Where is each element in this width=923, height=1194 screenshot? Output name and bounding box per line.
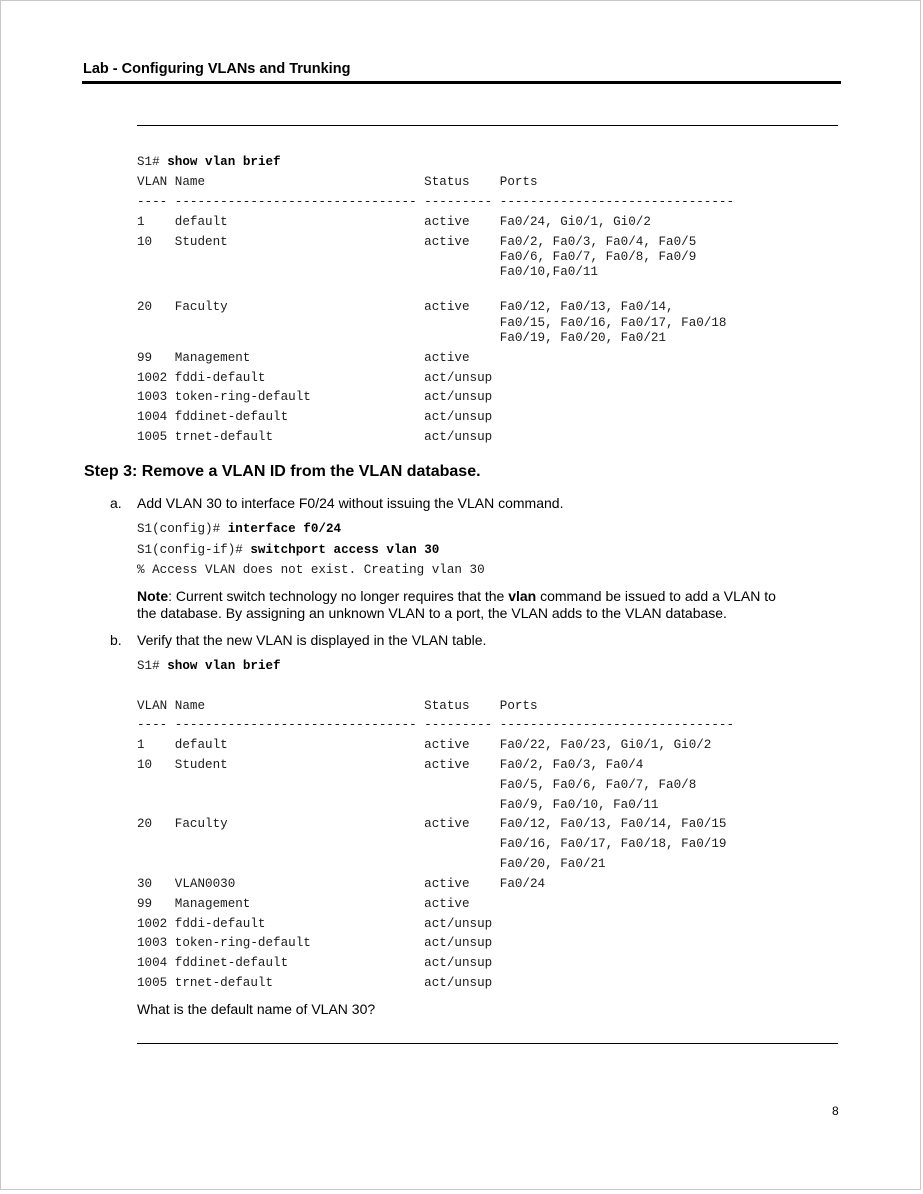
vlan-table-row: 1 default active Fa0/24, Gi0/1, Gi0/2 xyxy=(137,215,651,229)
vlan-table-row: 1003 token-ring-default act/unsup xyxy=(137,936,493,950)
vlan-table-row: 10 Student active Fa0/2, Fa0/3, Fa0/4 xyxy=(137,758,644,772)
list-marker: a. xyxy=(110,495,122,511)
vlan-table-row: 1003 token-ring-default act/unsup xyxy=(137,390,493,404)
cli-command-line: S1(config-if)# switchport access vlan 30 xyxy=(137,543,440,557)
instruction-text: Add VLAN 30 to interface F0/24 without issuing the VLAN command. xyxy=(137,495,564,511)
vlan-table-divider: ---- -------------------------------- --------- ------------------------------- xyxy=(137,718,735,732)
vlan-table-row: Fa0/9, Fa0/10, Fa0/11 xyxy=(137,798,659,812)
vlan-table-row: 1004 fddinet-default act/unsup xyxy=(137,956,493,970)
answer-line xyxy=(137,125,838,126)
step-heading: Step 3: Remove a VLAN ID from the VLAN database. xyxy=(84,463,481,480)
vlan-table-row: Fa0/6, Fa0/7, Fa0/8, Fa0/9 xyxy=(137,250,697,264)
vlan-table-row: 99 Management active xyxy=(137,351,470,365)
header-rule xyxy=(82,81,841,84)
cli-output: % Access VLAN does not exist. Creating vlan 30 xyxy=(137,563,485,577)
vlan-table-row: Fa0/10,Fa0/11 xyxy=(137,265,599,279)
vlan-table-row: 1002 fddi-default act/unsup xyxy=(137,371,493,385)
cli-command-line: S1(config)# interface f0/24 xyxy=(137,522,342,536)
vlan-table-row: Fa0/16, Fa0/17, Fa0/18, Fa0/19 xyxy=(137,837,727,851)
note-paragraph-line2: the database. By assigning an unknown VLAN to a port, the VLAN adds to the VLAN database. xyxy=(137,605,727,621)
vlan-table-row: 1004 fddinet-default act/unsup xyxy=(137,410,493,424)
vlan-table-header: VLAN Name Status Ports xyxy=(137,175,538,189)
vlan-table-row: 20 Faculty active Fa0/12, Fa0/13, Fa0/14, xyxy=(137,300,674,314)
instruction-text: Verify that the new VLAN is displayed in the VLAN table. xyxy=(137,632,487,648)
vlan-table-row: Fa0/20, Fa0/21 xyxy=(137,857,606,871)
vlan-table-row: Fa0/19, Fa0/20, Fa0/21 xyxy=(137,331,667,345)
note-paragraph: Note: Current switch technology no longer requires that the vlan command be issued to add a VLAN to xyxy=(137,588,776,604)
vlan-table-divider: ---- -------------------------------- --------- ------------------------------- xyxy=(137,195,735,209)
vlan-table-row: 20 Faculty active Fa0/12, Fa0/13, Fa0/14, Fa0/15 xyxy=(137,817,727,831)
vlan-table-row: 10 Student active Fa0/2, Fa0/3, Fa0/4, Fa0/5 xyxy=(137,235,697,249)
vlan-table-row: 1005 trnet-default act/unsup xyxy=(137,976,493,990)
vlan-table-row: 1005 trnet-default act/unsup xyxy=(137,430,493,444)
vlan-table-row: 1002 fddi-default act/unsup xyxy=(137,917,493,931)
vlan-table-row: Fa0/15, Fa0/16, Fa0/17, Fa0/18 xyxy=(137,316,727,330)
vlan-table-row: 1 default active Fa0/22, Fa0/23, Gi0/1, Gi0/2 xyxy=(137,738,712,752)
list-marker: b. xyxy=(110,632,122,648)
page-number: 8 xyxy=(832,1104,839,1118)
vlan-table-row: Fa0/5, Fa0/6, Fa0/7, Fa0/8 xyxy=(137,778,697,792)
answer-line[interactable] xyxy=(137,1043,838,1044)
question-text: What is the default name of VLAN 30? xyxy=(137,1001,376,1017)
cli-command-line: S1# show vlan brief xyxy=(137,659,281,673)
vlan-table-row: 30 VLAN0030 active Fa0/24 xyxy=(137,877,546,891)
cli-command-line: S1# show vlan brief xyxy=(137,155,281,169)
document-header-title: Lab - Configuring VLANs and Trunking xyxy=(83,61,351,77)
vlan-table-row: 99 Management active xyxy=(137,897,470,911)
vlan-table-header: VLAN Name Status Ports xyxy=(137,699,538,713)
